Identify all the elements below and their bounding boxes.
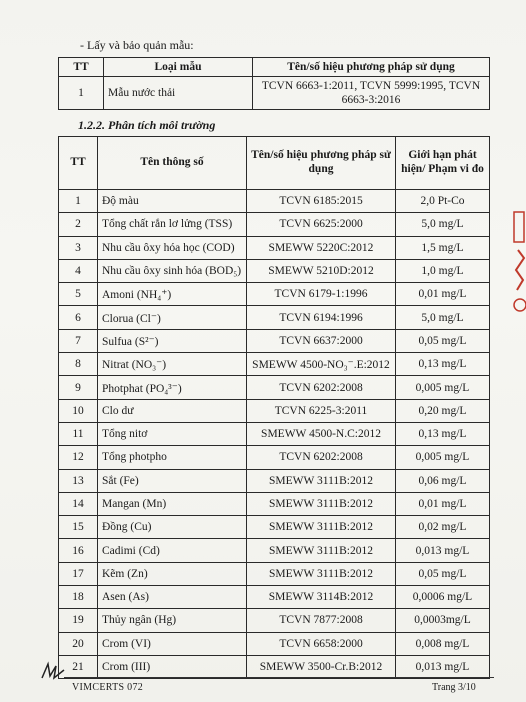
cell-limit: 0,06 mg/L bbox=[396, 469, 490, 492]
cell-tt: 20 bbox=[59, 632, 98, 655]
cell-method: TCVN 6225-3:2011 bbox=[247, 399, 396, 422]
table-row bbox=[59, 446, 490, 469]
cell-method: SMEWW 3500-Cr.B:2012 bbox=[247, 655, 396, 678]
cell-tt: 3 bbox=[59, 236, 98, 259]
cell-parameter: Amoni (NH₄⁺) bbox=[98, 283, 247, 306]
cell-method: TCVN 7877:2008 bbox=[247, 609, 396, 632]
cell-limit: 0,13 mg/L bbox=[396, 422, 490, 445]
cell-method: TCVN 6625:2000 bbox=[247, 213, 396, 236]
cell-limit: 0,005 mg/L bbox=[396, 376, 490, 399]
cell-parameter: Tổng chất rắn lơ lửng (TSS) bbox=[98, 213, 247, 236]
cell-limit: 5,0 mg/L bbox=[396, 306, 490, 329]
cell-limit: 0,02 mg/L bbox=[396, 516, 490, 539]
table-row bbox=[59, 329, 490, 352]
cell-tt: 4 bbox=[59, 259, 98, 282]
cell-parameter: Asen (As) bbox=[98, 586, 247, 609]
analysis-table bbox=[58, 136, 490, 679]
table-row bbox=[59, 539, 490, 562]
cell-limit: 1,0 mg/L bbox=[396, 259, 490, 282]
cell-tt: 18 bbox=[59, 586, 98, 609]
cell-method: SMEWW 3111B:2012 bbox=[247, 469, 396, 492]
table-row bbox=[59, 306, 490, 329]
table-row bbox=[59, 655, 490, 678]
table-row bbox=[59, 376, 490, 399]
cell-method: TCVN 6179-1:1996 bbox=[247, 283, 396, 306]
cell-parameter: Đồng (Cu) bbox=[98, 516, 247, 539]
cell-parameter: Crom (VI) bbox=[98, 632, 247, 655]
cell-method: TCVN 6637:2000 bbox=[247, 329, 396, 352]
cell-method: SMEWW 3111B:2012 bbox=[247, 492, 396, 515]
cell-parameter: Clorua (Cl⁻) bbox=[98, 306, 247, 329]
red-stamp-mark bbox=[508, 210, 526, 320]
cell-limit: 0,05 mg/L bbox=[396, 562, 490, 585]
cell-method: SMEWW 4500-N.C:2012 bbox=[247, 422, 396, 445]
analysis-table-header bbox=[59, 137, 490, 190]
cell-limit: 1,5 mg/L bbox=[396, 236, 490, 259]
table-row bbox=[59, 609, 490, 632]
cell-tt: 7 bbox=[59, 329, 98, 352]
cell-limit: 2,0 Pt-Co bbox=[396, 190, 490, 213]
cell-tt: 17 bbox=[59, 562, 98, 585]
cell-limit: 0,008 mg/L bbox=[396, 632, 490, 655]
cell-parameter: Độ màu bbox=[98, 190, 247, 213]
cell-limit: 0,0003mg/L bbox=[396, 609, 490, 632]
cell-parameter: Crom (III) bbox=[98, 655, 247, 678]
footer-code: VIMCERTS 072 bbox=[72, 682, 144, 693]
cell-tt: 2 bbox=[59, 213, 98, 236]
table-row bbox=[59, 259, 490, 282]
cell-tt: 21 bbox=[59, 655, 98, 678]
cell-tt: 13 bbox=[59, 469, 98, 492]
table-row bbox=[59, 190, 490, 213]
cell-parameter: Nhu cầu ôxy sinh hóa (BOD₅) bbox=[98, 259, 247, 282]
cell-parameter: Tổng nitơ bbox=[98, 422, 247, 445]
cell-limit: 0,0006 mg/L bbox=[396, 586, 490, 609]
cell-method: SMEWW 3114B:2012 bbox=[247, 586, 396, 609]
cell-parameter: Kẽm (Zn) bbox=[98, 562, 247, 585]
cell-tt: 14 bbox=[59, 492, 98, 515]
header-tt: TT bbox=[59, 137, 98, 190]
intro-text: - Lấy và bảo quản mẫu: bbox=[80, 38, 194, 52]
cell-sample-type: Mẫu nước thải bbox=[104, 77, 253, 110]
cell-limit: 0,05 mg/L bbox=[396, 329, 490, 352]
table-row bbox=[59, 492, 490, 515]
table-row bbox=[59, 562, 490, 585]
cell-method: SMEWW 3111B:2012 bbox=[247, 562, 396, 585]
cell-tt: 15 bbox=[59, 516, 98, 539]
sampling-table-header bbox=[59, 58, 490, 77]
cell-method: TCVN 6185:2015 bbox=[247, 190, 396, 213]
cell-parameter: Tổng photpho bbox=[98, 446, 247, 469]
cell-tt: 8 bbox=[59, 353, 98, 376]
page-number: Trang 3/10 bbox=[432, 682, 476, 693]
cell-limit: 5,0 mg/L bbox=[396, 213, 490, 236]
cell-method: SMEWW 5220C:2012 bbox=[247, 236, 396, 259]
cell-parameter: Sắt (Fe) bbox=[98, 469, 247, 492]
cell-tt: 1 bbox=[59, 190, 98, 213]
header-method: Tên/số hiệu phương pháp sử dụng bbox=[253, 58, 490, 77]
cell-limit: 0,005 mg/L bbox=[396, 446, 490, 469]
cell-parameter: Photphat (PO₄³⁻) bbox=[98, 376, 247, 399]
sampling-table bbox=[58, 57, 490, 110]
cell-limit: 0,013 mg/L bbox=[396, 539, 490, 562]
cell-tt: 19 bbox=[59, 609, 98, 632]
cell-limit: 0,013 mg/L bbox=[396, 655, 490, 678]
cell-parameter: Nhu cầu ôxy hóa học (COD) bbox=[98, 236, 247, 259]
cell-method: SMEWW 3111B:2012 bbox=[247, 516, 396, 539]
cell-limit: 0,20 mg/L bbox=[396, 399, 490, 422]
cell-tt: 1 bbox=[59, 77, 104, 110]
cell-method: TCVN 6202:2008 bbox=[247, 376, 396, 399]
table-row bbox=[59, 236, 490, 259]
table-row bbox=[59, 422, 490, 445]
header-limit: Giới hạn phát hiện/ Phạm vi đo bbox=[396, 137, 490, 190]
header-sample-type: Loại mẫu bbox=[104, 58, 253, 77]
cell-tt: 16 bbox=[59, 539, 98, 562]
cell-method: SMEWW 3111B:2012 bbox=[247, 539, 396, 562]
cell-tt: 5 bbox=[59, 283, 98, 306]
table-row bbox=[59, 353, 490, 376]
cell-method: TCVN 6202:2008 bbox=[247, 446, 396, 469]
table-row bbox=[59, 399, 490, 422]
section-title: 1.2.2. Phân tích môi trường bbox=[78, 118, 216, 132]
table-row bbox=[59, 516, 490, 539]
cell-parameter: Mangan (Mn) bbox=[98, 492, 247, 515]
footer-divider bbox=[64, 677, 494, 678]
cell-method: SMEWW 4500-NO₃⁻.E:2012 bbox=[247, 353, 396, 376]
table-row bbox=[59, 213, 490, 236]
cell-method: SMEWW 5210D:2012 bbox=[247, 259, 396, 282]
cell-limit: 0,13 mg/L bbox=[396, 353, 490, 376]
table-row bbox=[59, 283, 490, 306]
cell-tt: 6 bbox=[59, 306, 98, 329]
cell-tt: 11 bbox=[59, 422, 98, 445]
cell-tt: 12 bbox=[59, 446, 98, 469]
header-method: Tên/số hiệu phương pháp sử dụng bbox=[247, 137, 396, 190]
handwritten-mark bbox=[40, 660, 68, 682]
cell-parameter: Thủy ngân (Hg) bbox=[98, 609, 247, 632]
cell-tt: 9 bbox=[59, 376, 98, 399]
cell-method: TCVN 6658:2000 bbox=[247, 632, 396, 655]
cell-parameter: Cadimi (Cd) bbox=[98, 539, 247, 562]
cell-parameter: Clo dư bbox=[98, 399, 247, 422]
cell-limit: 0,01 mg/L bbox=[396, 492, 490, 515]
header-parameter: Tên thông số bbox=[98, 137, 247, 190]
cell-limit: 0,01 mg/L bbox=[396, 283, 490, 306]
cell-method: TCVN 6663-1:2011, TCVN 5999:1995, TCVN 6663-3:2016 bbox=[253, 77, 490, 110]
table-row bbox=[59, 77, 490, 110]
cell-tt: 10 bbox=[59, 399, 98, 422]
table-row bbox=[59, 632, 490, 655]
cell-parameter: Nitrat (NO₃⁻) bbox=[98, 353, 247, 376]
table-row bbox=[59, 469, 490, 492]
table-row bbox=[59, 586, 490, 609]
cell-method: TCVN 6194:1996 bbox=[247, 306, 396, 329]
header-tt: TT bbox=[59, 58, 104, 77]
cell-parameter: Sulfua (S²⁻) bbox=[98, 329, 247, 352]
